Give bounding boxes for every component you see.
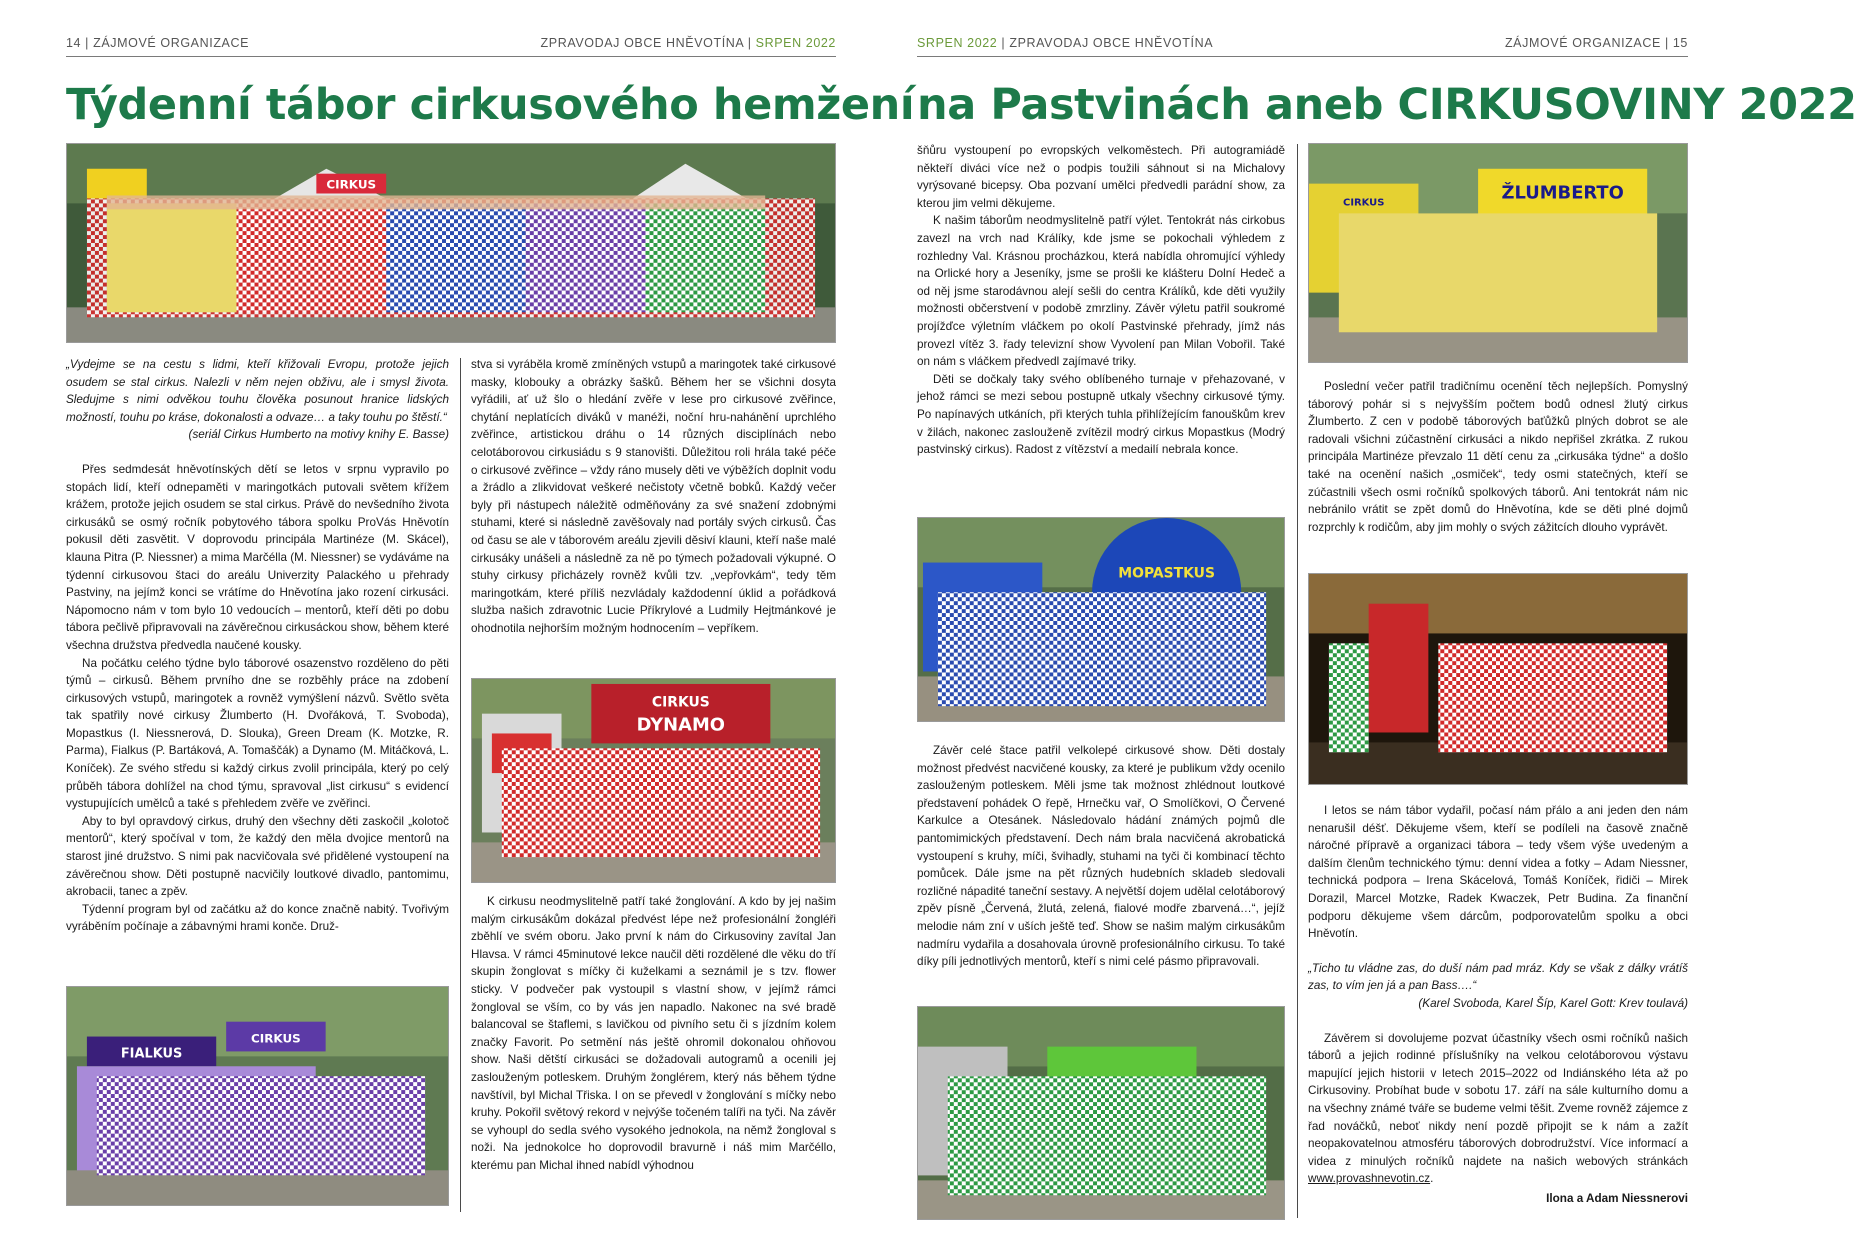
paragraph: Závěrem si dovolujeme pozvat účastníky všech osmi ročníků našich táborů a jejich rodinné příslušníky na velkou celotáborovou výstavu mapující jejich historii v letech 2015–2022 od Indiánského léta až po Cirkusoviny. Probíhat bude v sobotu 17. září na sále kulturního domu a na všechny známé tváře se budeme velmi těšit. Zveme rovněž zájemce z řad nováčků, neboť nikdy není pozdě připojit se k nám a zažít neopakovatelnou atmosféru táborových dobrodružství. Více informací a videa z minulých ročníků najdete na našich webových stránkách www.provashnevotin.cz. — [1308, 1031, 1688, 1186]
issue-date: SRPEN 2022 — [755, 36, 836, 50]
photo-group-all-camp — [66, 143, 836, 343]
header-rule — [917, 56, 1688, 57]
paragraph: Týdenní program byl od začátku až do konce značně nabitý. Tvořivým vyráběním počínaje a zábavnými hrami konče. Druž- — [66, 902, 449, 934]
opening-quote-citation: (seriál Cirkus Humberto na motivy knihy E. Basse) — [188, 428, 449, 442]
left-page-column-2 — [471, 356, 836, 638]
running-header-right: ZÁJMOVÉ ORGANIZACE | 15 — [1504, 36, 1688, 50]
issue-date: SRPEN 2022 — [917, 36, 998, 50]
photo-circus-green-dream — [917, 1006, 1285, 1220]
right-page-column-1-continued — [917, 742, 1285, 971]
author-signature: Ilona a Adam Niessnerovi — [1546, 1191, 1688, 1205]
headline-part-1: Týdenní tábor cirkusového hemžení — [66, 80, 915, 130]
right-page-column-2 — [1308, 378, 1688, 536]
photo-sign-text: MOPASTKUS — [1118, 565, 1215, 582]
paragraph: Poslední večer patřil tradičnímu ocenění těch nejlepších. Pomyslný táborový pohár si s nejvyšším počtem bodů odnesl žlutý cirkus Žlumberto. Z cen v podobě táborových baťůžků plných dobrot se ale radovali všichni zúčastnění cirkusáci a nikdo nepřišel zkrátka. Z rukou principála Martinéze převzalo 11 dětí cenu za „cirkusáka týdne“ a došlo také na ocenění našich „osmiček“, tedy osmi statečných, kteří se zúčastnili všech osmi ročníků spolkových táborů. Ani tentokrát nám nic nebránilo vrátit se zpět domů do Hněvotína, kde se děti plné dojmů rozprchly k rodičům, aby jim mohly o svých zážitcích dlouho vyprávět. — [1308, 380, 1688, 534]
paragraph: stva si vyráběla kromě zmíněných vstupů a maringotek také cirkusové masky, klobouky a obrázky šašků. Během her se všichni dosyta vyřádili, ať už šlo o hledání zvěře v lese pro cirkusové zvěřince, chytání neplatících diváků v manéži, noční hru-nahánění uprchlého zvěřince, artistickou dráhu o 14 různých disciplínách nebo celotáborovou cirkusiádu s 9 stanovišti. Důležitou roli hrála také péče o cirkusové zvěřince – vždy ráno musely děti ve výběžích doplnit vodu a žrádlo a zlikvidovat veškeré nečistoty včetně bobků. Každý večer byly při nástupech náležitě odměňovány za své snažení zdobnými stuhami, které si následně zavěšovaly nad portály svých cirkusů. Čas od času se ale v táborovém areálu zjevili děsiví klauni, kteří naše malé cirkusáky unášeli a následně za ně po týmech požadovali výkupné. O stuhy cirkusy přicházely rovněž kvůli tzv. „vepřovkám“, tedy těm maringotkám, které příliš nezvládaly každodenní úklid a pořádková služba našich zdravotnic Lucie Příkrylové a Ludmily Hejtmánkové je ohodnotila nejhorším možným hodnocením – vepříkem. — [471, 358, 836, 635]
running-header-left: 14 | ZÁJMOVÉ ORGANIZACE — [66, 36, 250, 50]
photo-circus-mopastkus — [917, 517, 1285, 722]
left-page-column-1 — [66, 356, 449, 936]
right-page-column-1 — [917, 142, 1285, 459]
right-page — [878, 0, 1857, 1241]
header-rule — [66, 56, 836, 57]
left-page-column-2-continued — [471, 893, 836, 1175]
headline-part-2: na Pastvinách aneb CIRKUSOVINY 2022 — [917, 80, 1857, 130]
photo-sign-text: FIALKUS — [120, 1046, 183, 1062]
paragraph: K cirkusu neodmyslitelně patří také žonglování. A kdo by jej našim malým cirkusákům dokázal předvést lépe než profesionální žongléři zběhlí ve svém oboru. Jako první k nám do Cirkusoviny zavítal Jan Hlavsa. V rámci 45minutové lekce naučil děti rozdělené dle věku do tří skupin žonglovat s míčky či kuželkami a seznámil je s tzv. flower sticky. V podvečer pak vystoupil s vlastní show, v jejímž rámci žongloval se vším, co by vás jen napadlo. Nakonec na své bradě balancoval se štaflemi, s lavičkou od pivního setu či s jízdním kolem značky Favorit. Po setmění nás ještě ohromil dokonalou ohňovou show. Naši dětští cirkusáci se dožadovali autogramů a ocenili jej zaslouženým potleskem. Druhým žonglérem, který nás během týdne navštívil, byl Michal Třiska. I on se převedl v žonglování s míčky nebo kruhy. Pokořil světový rekord v nejvýše točeném talíři na tyči. Na závěr se vyhoupl do sedla svého vysokého jednokola, na němž žongloval s noži. Na jednokolce ho doprovodil bravurně i náš mim Marčéllo, kterému pan Michal ihned nabídl výhodnou — [471, 895, 836, 1172]
paragraph: Na počátku celého týdne bylo táborové osazenstvo rozděleno do pěti týmů – cirkusů. Během prvního dne se rozběhly práce na zdobení cirkusových vstupů, maringotek a rovněž vymýšlení názvů. Světlo světa tak spatřily nové cirkusy Žlumberto (H. Dvořáková, T. Svoboda), Mopastkus (I. Niessnerová, D. Slouka), Green Dream (K. Motzke, R. Parma), Fialkus (P. Bartáková, A. Tomaščák) a Dynamo (M. Mitáčková, L. Koníček). Ze svého středu si každý cirkus zvolil principála, který po celý průběh tábora dohlížel na chod týmu, spravoval „list cirkusu“ s evidencí vystupujících umělců a také s přehledem zvěře ve zvěřinci. — [66, 656, 449, 811]
opening-quote: „Vydejme se na cestu s lidmi, kteří křižovali Evropu, protože jejich osudem se stal cirkus. Nalezli v něm nejen obživu, ale i smysl života. Sledujme s nimi odvěkou touhu člověka posunout hranice lidských možností, touhu po kráse, dokonalosti a odvaze… a taky touhu po štěstí.“ (seriál Cirkus Humberto na motivy knihy E. Basse) — [66, 356, 449, 444]
left-page — [0, 0, 915, 1241]
photo-sign-text: ŽLUMBERTO — [1501, 182, 1624, 204]
photo-circus-dynamo — [471, 678, 836, 883]
running-header-left — [917, 36, 1213, 50]
website-link[interactable]: www.provashnevotin.cz — [1308, 1172, 1431, 1186]
running-header-right — [541, 36, 836, 50]
paragraph: Přes sedmdesát hněvotínských dětí se letos v srpnu vypravilo po stopách lidí, kteří odnepaměti v maringotkách putovali světem křížem krážem, protože jejich osudem se stal cirkus. Právě do nevšedního života cirkusáků se osmý ročník pobytového tábora spolku ProVás Hněvotín pokusil děti zasvětit. V doprovodu principála Martinéze (M. Skácel), klauna Pitra (P. Niessner) a mima Marčélla (M. Niessner) se vydáváme na týdenní cirkusovou štaci do areálu Univerzity Palackého u přehrady Pastviny, na jejímž konci se vrátíme do Hněvotína jako rození cirkusáci. Nápomocno nám v tom bylo 10 vedoucích – mentorů, kteří děti po dobu tábora pečlivě připravovali na závěrečnou cirkusáckou show, během které všechna družstva předvedla naučené kousky. — [66, 462, 449, 652]
paragraph: Závěr celé štace patřil velkolepé cirkusové show. Děti dostaly možnost předvést nacvičené kousky, za které je publikum vždy ocenilo zaslouženým potleskem. Měli jsme tak možnost zhlédnout loutkové představení pohádek O řepě, Hrnečku vař, O Smolíčkovi, O Červené Karkulce a Otesánek. Následovalo hádání známých pojmů dle pantomimických představení. Dech nám brala nacvičená akrobatická vystoupení s kruhy, míči, švihadly, stuhami na tyči či kombinací těchto pomůcek. Dále jsme na pět různých hudebních skladeb sledovali rozličné nápadité taneční sestavy. A největší dojem udělal celotáborový zpěv písně „Červená, žlutá, zelená, fialové modře zbarvená…“, jejíž melodie nám zní v uších ještě teď. Show se našim malým cirkusákům nadmíru vydařila a dosahovala úrovně profesionálního cirkusu. To také díky píli jednotlivých mentorů, kteří s nimi celé pásmo připravovali. — [917, 744, 1285, 969]
closing-quote: „Ticho tu vládne zas, do duší nám pad mráz. Kdy se však z dálky vrátíš zas, to vím jen já a pan Bass….“ (Karel Svoboda, Karel Šíp, Karel Gott: Krev toulavá) — [1308, 960, 1688, 1013]
newsletter-name: ZPRAVODAJ OBCE HNĚVOTÍNA | — [540, 36, 756, 50]
photo-circus-zlumberto — [1308, 143, 1688, 363]
photo-sign-text: CIRKUS — [251, 1031, 301, 1046]
paragraph: Děti se dočkaly taky svého oblíbeného turnaje v přehazované, v jehož rámci se mezi sebou postupně utkaly všechny cirkusové týmy. Po napínavých utkáních, při kterých tuhla přihlížejícím fanouškům krev v žilách, nakonec zaslouženě zvítězil modrý cirkus Mopastkus (Modrý pastvinský cirkus). Radost z vítězství a medailí nebrala konce. — [917, 372, 1285, 457]
newsletter-name: | ZPRAVODAJ OBCE HNĚVOTÍNA — [997, 36, 1214, 50]
closing-quote-citation: (Karel Svoboda, Karel Šíp, Karel Gott: Krev toulavá) — [1418, 996, 1688, 1010]
photo-sign-text: CIRKUS — [651, 694, 710, 711]
right-page-column-2-continued — [1308, 802, 1688, 1207]
column-divider — [1297, 144, 1298, 1218]
photo-sign-text: CIRKUS — [1343, 197, 1385, 209]
paragraph: šňůru vystoupení po evropských velkoměstech. Při autogramiádě někteří diváci více než o podpis toužili sáhnout si na Michalovy vyrýsované bicepsy. Oba pozvaní umělci předvedli parádní show, za kterou jim velmi děkujeme. — [917, 144, 1285, 210]
paragraph: K našim táborům neodmyslitelně patří výlet. Tentokrát nás cirkobus zavezl na vrch nad Králíky, kde jsme se pokochali výhledem z rozhledny Val. Krásnou procházkou, která nabídla ohromující výhledy na Orlické hory a Jeseníky, jsme se prošli ke klášteru Dolní Hedeč a od něj jsme starodávnou alejí sešli do centra Králíků, kde děti využily možnosti občerstvení v podobě zmrzliny. Závěr výletu patřil soukromé projížďce výletním vláčkem po okolí Pastvinské přehrady, jímž nás provezl vítěz 3. řady televizní show Vyvolení pan Milan Vobořil. Také on nám s vláčkem předvedl zajímavé triky. — [917, 214, 1285, 369]
photo-sign-text: CIRKUS — [326, 177, 377, 192]
photo-circus-fialkus — [66, 986, 449, 1206]
photo-sign-text: DYNAMO — [636, 714, 726, 736]
column-divider — [460, 358, 461, 1212]
paragraph: I letos se nám tábor vydařil, počasí nám přálo a ani jeden den nám nenarušil déšť. Děkujeme všem, kteří se podíleli na časově značně náročné přípravě a organizaci tábora – tedy všem výše uvedeným a dalším členům technického týmu: denní videa a fotky – Adam Niessner, technická podpora – Irena Skácelová, Tomáš Koníček, řidiči – Mirek Dorazil, Marcel Motzke, Radek Kwaczek, Petr Budina. Za finanční podporu děkujeme všem dárcům, podporovatelům spolku a obci Hněvotín. — [1308, 804, 1688, 941]
photo-awards-night — [1308, 573, 1688, 785]
paragraph: Aby to byl opravdový cirkus, druhý den všechny děti zaskočil „kolotoč mentorů“, který spočíval v tom, že každý den měla dvojice mentorů na starost jiné družstvo. S nimi pak nacvičovala své přidělené vystoupení na závěrečnou show. Děti postupně nacvičily loutkové divadlo, pantomimu, akrobacii, tanec a zpěv. — [66, 814, 449, 899]
